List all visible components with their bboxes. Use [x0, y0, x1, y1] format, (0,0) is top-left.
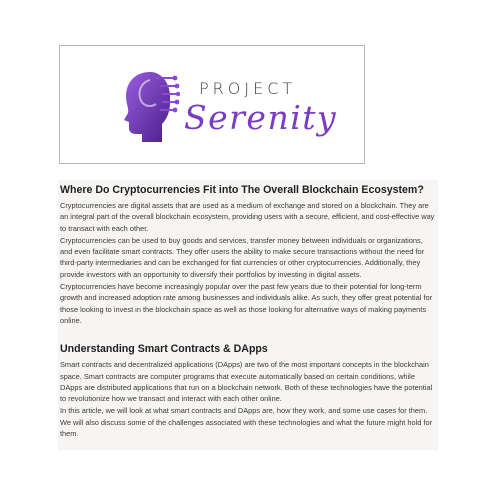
logo-banner [59, 45, 365, 164]
paragraph: Cryptocurrencies can be used to buy goods and services, transfer money between individuals or organizations, and even facilitate smart contracts. They offer users the ability to make secure transactions without the need for third-party intermediaries and can be exchanged for fiat currencies or other cryptocurrencies. Additionally, they provide investors with an opportunity to diversify their portfolios by investing in digital assets. [60, 235, 425, 279]
circuit-head-icon [120, 66, 180, 144]
logo-word-project: PROJECT [199, 79, 297, 98]
paragraph: In this article, we will look at what smart contracts and DApps are, how they work, and some use cases for them. We will also discuss some of the challenges associated with these technologies and what the future might hold for them. [60, 406, 433, 439]
paragraph: Cryptocurrencies are digital assets that are used as a medium of exchange and stored on a blockchain. They are an integral part of the overall blockchain ecosystem, providing users with a secure, efficient, and cost-effective way to transact with each other. [60, 201, 435, 233]
paragraph: Smart contracts and decentralized applications (DApps) are two of the most important concepts in the blockchain space. Smart contracts are computer programs that execute automatically based on certain conditions, while DApps are distributed applications that run on a blockchain network. Both of these technologies have the potential to revolutionize how we transact and interact with each other online. [60, 360, 433, 404]
heading-smart-contracts: Understanding Smart Contracts & DApps [60, 343, 268, 356]
article-content [60, 183, 436, 439]
logo-word-serenity: Serenity [184, 98, 338, 137]
heading-crypto-ecosystem: Where Do Cryptocurrencies Fit into The Overall Blockchain Ecosystem? [60, 184, 424, 196]
paragraph: Cryptocurrencies have become increasingly popular over the past few years due to their potential for long-term growth and increased adoption rate among businesses and individuals alike. As such, they offer great potential for those looking to invest in the blockchain space as well as those looking for alternative ways of making payments online. [60, 282, 433, 325]
